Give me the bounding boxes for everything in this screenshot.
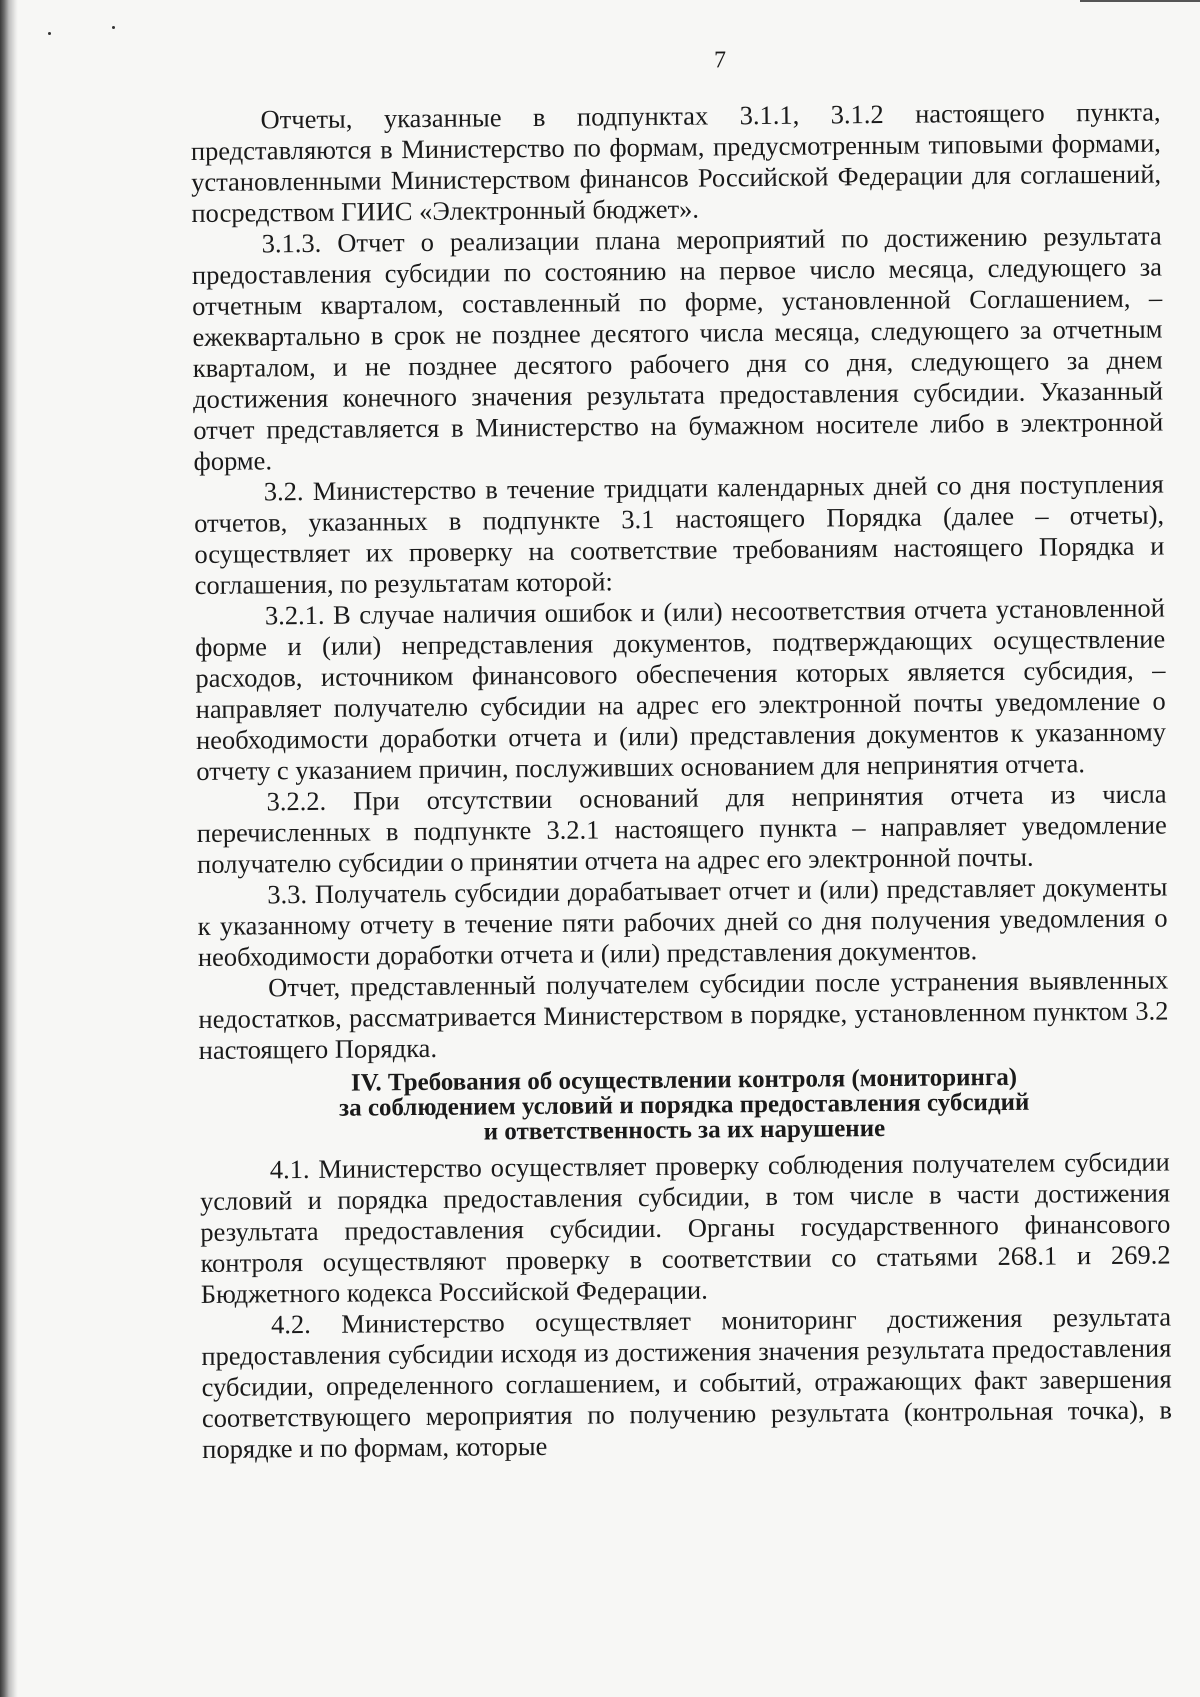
section-heading-line: и ответственность за их нарушение xyxy=(483,1114,886,1146)
section-heading-iv xyxy=(199,1063,1170,1146)
paragraph-revised-report: Отчет, представленный получателем субсидии после устранения выявленных недостатков, рассматривается Министерством в порядке, установленном пунктом 3.2 настоящего Порядка. xyxy=(198,964,1169,1065)
scan-top-rule xyxy=(1080,0,1200,2)
scan-speck xyxy=(112,26,115,29)
paragraph-3-2: 3.2. Министерство в течение тридцати календарных дней со дня поступления отчетов, указанных в подпункте 3.1 настоящего Порядка (далее – отчеты), осуществляет их проверку на соответствие требованиям настоящего Порядка и соглашения, по результатам которой: xyxy=(193,468,1165,600)
paragraph-4-2: 4.2. Министерство осуществляет мониторинг достижения результата предоставления субсидии исходя из достижения значения результата предоставления субсидии, определенного соглашением, и событий, отражающих факт завершения соответствующего мероприятия по получению результата (контрольная точка), в порядке и по формам, которые xyxy=(201,1301,1173,1464)
paragraph-3-2-2: 3.2.2. При отсутствии оснований для непринятия отчета из числа перечисленных в подпункте 3.2.1 настоящего пункта – направляет уведомление получателю субсидии о принятии отчета на адрес его электронной почты. xyxy=(196,778,1167,879)
paragraph-3-2-1: 3.2.1. В случае наличия ошибок и (или) несоответствия отчета установленной форме и (или) непредставления документов, подтверждающих осуществление расходов, источником финансового обеспечения которых является субсидия, – направляет получателю субсидии на адрес его электронной почты уведомление о необходимости доработки отчета и (или) представления документов к указанному отчету с указанием причин, послуживших основанием для непринятия отчета. xyxy=(195,592,1167,786)
paragraph-3-1-3: 3.1.3. Отчет о реализации плана мероприятий по достижению результата предоставления субсидии по состоянию на первое число месяца, следующего за отчетным кварталом, составленный по форме, установленной Соглашением, – ежеквартально в срок не позднее десятого числа месяца, следующего за отчетным кварталом, и не позднее десятого рабочего дня со дня, следующего за днем достижения конечного значения результата предоставления субсидии. Указанный отчет представляется в Министерство на бумажном носителе либо в электронной форме. xyxy=(191,220,1164,476)
paragraph-4-1: 4.1. Министерство осуществляет проверку соблюдения получателем субсидии условий и порядка предоставления субсидии, в том числе в части достижения результата предоставления субсидии. Органы государственного финансового контроля осуществляют проверку в соответствии со статьями 268.1 и 269.2 Бюджетного кодекса Российской Федерации. xyxy=(199,1146,1171,1309)
scan-speck xyxy=(48,32,51,35)
section-heading-line: IV. Требования об осуществлении контроля (мониторинга) xyxy=(350,1063,1018,1097)
document-page xyxy=(190,44,1172,1465)
scan-shadow-edge xyxy=(0,0,18,1697)
paragraph-reports-forms: Отчеты, указанные в подпунктах 3.1.1, 3.1.2 настоящего пункта, представляются в Министерство по формам, предусмотренным типовыми формами, установленными Министерством финансов Российской Федерации для соглашений, посредством ГИИС «Электронный бюджет». xyxy=(190,96,1162,228)
page-number: 7 xyxy=(713,47,727,74)
section-heading-line: за соблюдением условий и порядка предоставления субсидий xyxy=(338,1088,1030,1122)
paragraph-3-3: 3.3. Получатель субсидии дорабатывает отчет и (или) представляет документы к указанному отчету в течение пяти рабочих дней со дня получения уведомления о необходимости доработки отчета и (или) представления документов. xyxy=(197,871,1168,972)
